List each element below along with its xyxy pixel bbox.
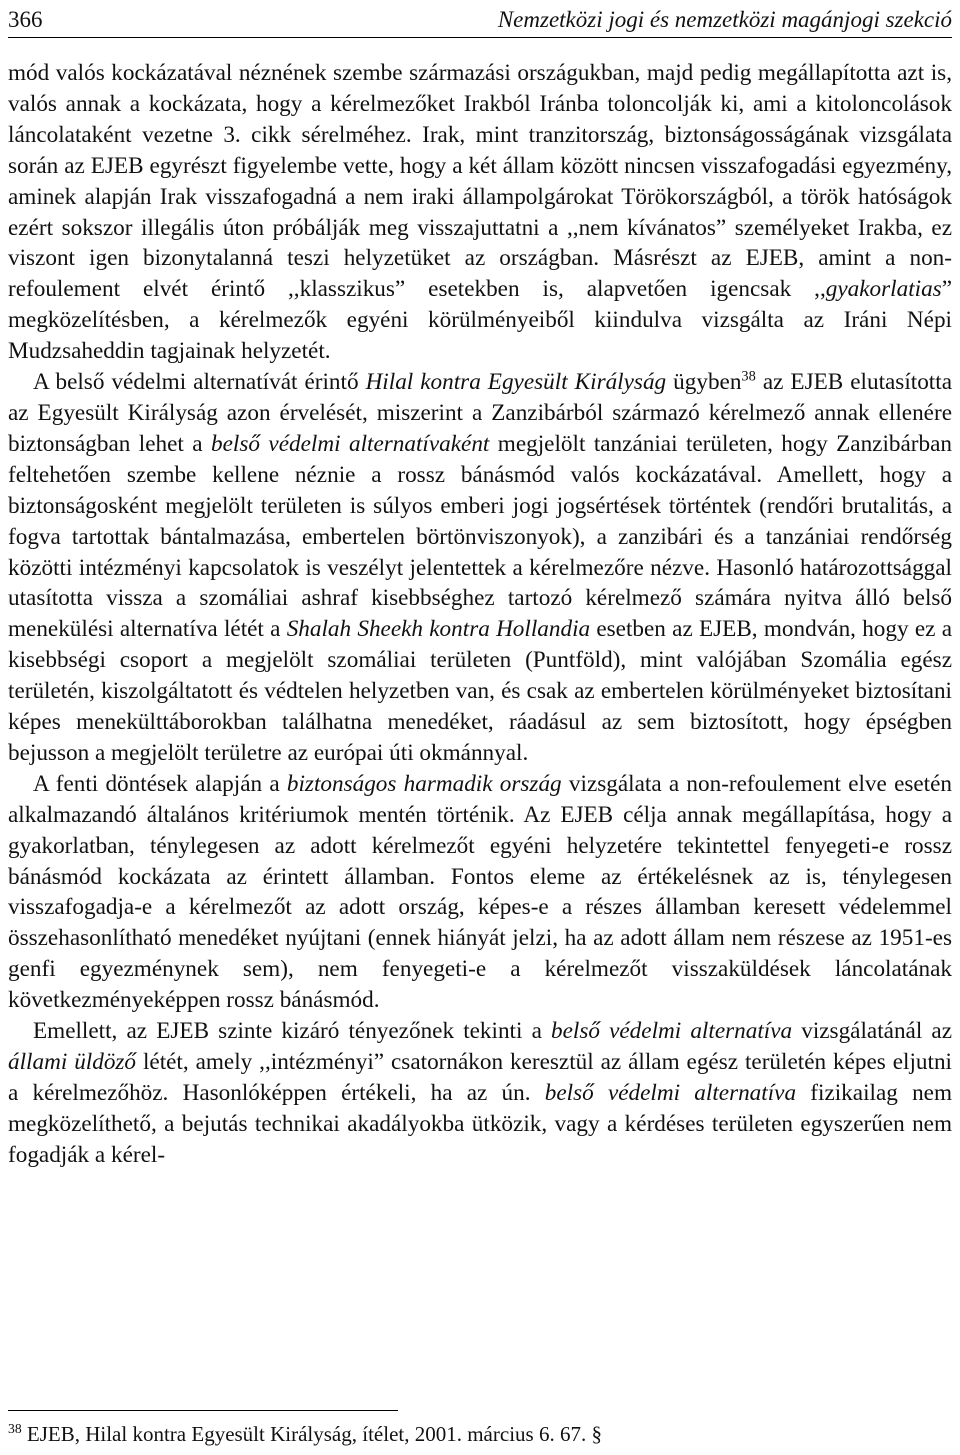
- text-segment: Emellett, az EJEB szinte kizáró tényezőnek tekinti a: [33, 1018, 552, 1045]
- text-segment: ügyben: [666, 369, 742, 396]
- italic-text: biztonságos harmadik ország: [286, 770, 562, 797]
- body-text: [8, 58, 952, 1171]
- running-title: Nemzetközi jogi és nemzetközi magánjogi szekció: [497, 7, 952, 32]
- text-segment: az EJEB elutasította az Egyesült Királyság azon érvelését, miszerint a Zanzibárból származó kérelmező annak ellenére biztonságban lehet a: [8, 369, 952, 457]
- italic-text: gyakorlatias: [825, 276, 942, 303]
- italic-text: belső védelmi alternatíva: [544, 1079, 797, 1106]
- paragraph: [8, 769, 952, 1016]
- text-segment: ” megközelítésben, a kérelmezők egyéni körülményeiből kiindulva vizsgálta az Iráni Népi Mudzsaheddin tagjainak helyzetét.: [8, 276, 952, 365]
- text-segment: létét, amely ,,intézményi” csatornákon keresztül az állam egész területén képes eljutni a kérelmezőhöz. Hasonlóképpen értékeli, ha az ún.: [8, 1049, 952, 1106]
- paragraph: [8, 1016, 952, 1171]
- text-segment: vizsgálatánál az: [792, 1018, 952, 1045]
- page-number: 366: [8, 7, 43, 32]
- paragraph: [8, 367, 952, 769]
- footnote-text: EJEB, Hilal kontra Egyesült Királyság, ítélet, 2001. március 6. 67. §: [21, 1422, 602, 1446]
- italic-text: állami üldöző: [8, 1049, 137, 1075]
- page-header: [8, 0, 952, 38]
- footnotes: [8, 1420, 952, 1448]
- footnote-number: 38: [8, 1421, 22, 1436]
- text-segment: megjelölt tanzániai területen, hogy Zanzibárban feltehetően szembe kellene néznie a rossz bánásmód valós kockázatával. Amellett, hogy a biztonságosként megjelölt területen is súlyos emberi jogi jogsértések történtek (rendőri brutalitás, a fogva tartottak bántalmazása, embertelen börtönviszonyok), a zanzibári és a tanzániai rendőrség közötti intézményi kapcsolatok is veszélyt jelentettek a kérelmezőre nézve. Hasonló határozottsággal utasította vissza a szomáliai ashraf kisebbséghez tartozó kérelmező számára nyitva álló belső menekülési alternatíva létét a: [8, 430, 952, 643]
- footnote: [8, 1420, 952, 1448]
- footnote-divider: [8, 1410, 398, 1411]
- italic-text: Hilal kontra Egyesült Királyság: [365, 369, 667, 396]
- text-segment: esetben az EJEB, mondván, hogy ez a kisebbségi csoport a megjelölt szomáliai területen (Puntföld), mint valójában Szomália egész területén, kiszolgáltatott és védtelen helyzetben van, és csak az embertelen körülményeket biztosítani képes menekülttáborokban találhatna menedéket, ráadásul az sem biztosított, hogy épségben bejusson a megjelölt területre az európai úti okmánnyal.: [8, 616, 952, 766]
- footnote-reference: 38: [741, 368, 756, 385]
- text-segment: A fenti döntések alapján a: [33, 770, 287, 797]
- italic-text: belső védelmi alternatíva: [551, 1018, 793, 1045]
- italic-text: Shalah Sheekh kontra Hollandia: [286, 616, 591, 643]
- text-segment: mód valós kockázatával néznének szembe származási országukban, majd pedig megállapította azt is, valós annak a kockázata, hogy a kérelmezőket Irakból Iránba toloncolják ki, ami a kitoloncolások láncolataként vezetne 3. cikk sérelméhez. Irak, mint tranzitország, biztonságosságának vizsgálata során az EJEB egyrészt figyelembe vette, hogy a két állam között nincsen visszafogadási egyezmény, aminek alapján Irak visszafogadná a nem iraki állampolgárokat Törökországból, a török hatóságok ezért sokszor illegális úton próbálják meg visszajuttatni a ,,nem kívánatos” személyeket Irakba, ez viszont igen bizonytalanná teszi helyzetüket az országban. Másrészt az EJEB, amint a non-refoulement elvét érintő ,,klasszikus” esetekben is, alapvetően igencsak ,,: [8, 60, 952, 303]
- text-segment: A belső védelmi alternatívát érintő: [33, 369, 366, 396]
- text-segment: fizikailag nem megközelíthető, a bejutás technikai akadályokba ütközik, vagy a kérdéses területen egyszerűen nem fogadják a kérel-: [8, 1079, 952, 1168]
- paragraph: [8, 58, 952, 367]
- text-segment: vizsgálata a non-refoulement elve esetén alkalmazandó általános kritériumok mentén történik. Az EJEB célja annak megállapítása, hogy a gyakorlatban, ténylegesen az adott kérelmezőt egyéni helyzetére tekintettel fenyegeti-e rossz bánásmód kockázata az érintett államban. Fontos eleme az értékelésnek az is, ténylegesen visszafogadja-e a kérelmezőt az adott ország, képes-e a részes államban keresett védelemmel összehasonlítható menedéket nyújtani (ennek hiányát jelzi, ha az adott állam nem részese az 1951-es genfi egyezménynek sem), nem fenyegeti-e a kérelmezőt visszaküldések láncolatának következményeképpen rossz bánásmód.: [8, 770, 952, 1014]
- italic-text: belső védelmi alternatívaként: [211, 430, 490, 457]
